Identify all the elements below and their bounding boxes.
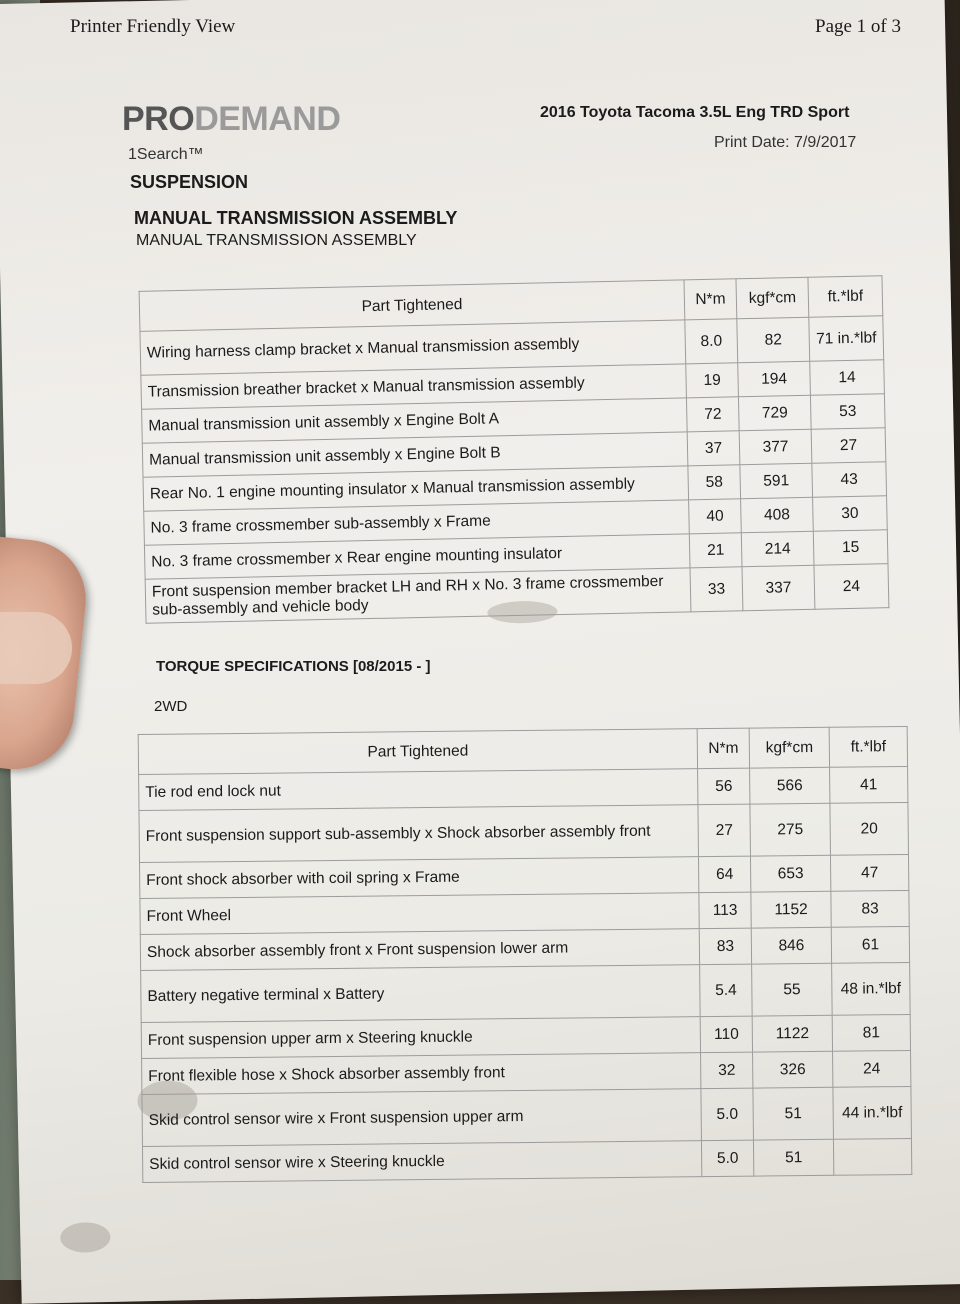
part-cell: Front suspension member bracket LH and RH x No. 3 frame crossmember sub-assembly and vehicle body xyxy=(145,568,691,623)
part-cell: No. 3 frame crossmember x Rear engine mounting insulator xyxy=(144,534,690,579)
value-cell: 64 xyxy=(699,856,751,893)
value-cell: 81 xyxy=(832,1014,910,1051)
value-cell: 19 xyxy=(686,363,739,398)
logo-part2: DEMAND xyxy=(194,100,341,138)
value-cell: 113 xyxy=(699,892,751,929)
column-header: N*m xyxy=(697,728,749,769)
part-cell: Front flexible hose x Shock absorber assembly front xyxy=(142,1053,701,1095)
table-row xyxy=(142,1138,911,1182)
print-view-label: Printer Friendly View xyxy=(70,16,236,37)
value-cell: 110 xyxy=(700,1016,752,1053)
suspension-torque-table xyxy=(138,726,913,1183)
value-cell: 326 xyxy=(753,1051,833,1088)
value-cell: 275 xyxy=(750,803,830,856)
value-cell: 41 xyxy=(830,766,908,803)
part-cell: Manual transmission unit assembly x Engine Bolt B xyxy=(142,432,688,477)
value-cell: 15 xyxy=(813,530,888,566)
part-cell: Skid control sensor wire x Front suspension upper arm xyxy=(142,1089,702,1147)
table-row xyxy=(142,1086,912,1146)
column-header: kgf*cm xyxy=(749,727,829,768)
value-cell: 5.4 xyxy=(700,964,753,1017)
value-cell: 56 xyxy=(698,768,750,805)
value-cell: 24 xyxy=(814,564,889,610)
value-cell: 32 xyxy=(701,1052,753,1089)
part-cell: Front Wheel xyxy=(140,893,699,935)
value-cell: 14 xyxy=(810,360,885,396)
value-cell: 55 xyxy=(752,963,832,1016)
part-cell: Manual transmission unit assembly x Engine Bolt A xyxy=(142,398,688,443)
column-header: Part Tightened xyxy=(138,729,697,775)
value-cell: 194 xyxy=(738,361,811,396)
assembly-title: MANUAL TRANSMISSION ASSEMBLY xyxy=(134,208,458,228)
value-cell xyxy=(833,1138,911,1175)
value-cell: 48 in.*lbf xyxy=(832,962,911,1015)
torque-spec-title: TORQUE SPECIFICATIONS [08/2015 - ] xyxy=(156,658,431,675)
value-cell: 8.0 xyxy=(685,319,738,364)
column-header: kgf*cm xyxy=(736,277,809,318)
column-header: ft.*lbf xyxy=(829,726,907,767)
part-cell: Tie rod end lock nut xyxy=(139,769,698,811)
value-cell: 27 xyxy=(698,804,751,857)
value-cell: 83 xyxy=(699,928,751,965)
part-cell: Battery negative terminal x Battery xyxy=(141,965,701,1023)
value-cell: 37 xyxy=(687,431,740,466)
part-cell: Front suspension support sub-assembly x Shock absorber assembly front xyxy=(139,805,699,863)
value-cell: 61 xyxy=(831,926,909,963)
value-cell: 566 xyxy=(750,767,830,804)
value-cell: 44 in.*lbf xyxy=(833,1086,912,1139)
logo-part1: PRO xyxy=(122,100,195,138)
value-cell: 846 xyxy=(751,927,831,964)
value-cell: 1152 xyxy=(751,891,831,928)
value-cell: 72 xyxy=(687,397,740,432)
value-cell: 82 xyxy=(737,317,810,362)
value-cell: 653 xyxy=(751,855,831,892)
vehicle-title: 2016 Toyota Tacoma 3.5L Eng TRD Sport xyxy=(540,104,850,121)
thumbnail xyxy=(0,612,72,684)
transmission-torque-table xyxy=(139,275,890,624)
part-cell: No. 3 frame crossmember sub-assembly x Frame xyxy=(144,500,690,545)
part-cell: Shock absorber assembly front x Front suspension lower arm xyxy=(140,929,699,971)
section-title: SUSPENSION xyxy=(130,172,249,192)
column-header: Part Tightened xyxy=(139,280,685,331)
part-cell: Front suspension upper arm x Steering knuckle xyxy=(141,1017,700,1059)
value-cell: 71 in.*lbf xyxy=(809,316,884,362)
page-indicator: Page 1 of 3 xyxy=(815,16,902,37)
table-row xyxy=(141,962,911,1022)
drive-type-label: 2WD xyxy=(154,698,188,715)
column-header: N*m xyxy=(684,279,737,320)
table-row xyxy=(139,802,909,862)
part-cell: Skid control sensor wire x Steering knuckle xyxy=(142,1141,701,1183)
dirt-smudge xyxy=(60,1222,111,1253)
value-cell: 83 xyxy=(831,890,909,927)
value-cell: 337 xyxy=(742,565,815,610)
assembly-subtitle: MANUAL TRANSMISSION ASSEMBLY xyxy=(136,232,417,249)
value-cell: 51 xyxy=(753,1087,833,1140)
value-cell: 377 xyxy=(739,429,812,464)
part-cell: Transmission breather bracket x Manual transmission assembly xyxy=(141,364,687,409)
value-cell: 729 xyxy=(738,395,811,430)
value-cell: 408 xyxy=(741,497,814,532)
value-cell: 51 xyxy=(754,1139,834,1176)
value-cell: 30 xyxy=(813,496,888,532)
value-cell: 53 xyxy=(810,394,885,430)
value-cell: 24 xyxy=(833,1050,911,1087)
value-cell: 20 xyxy=(830,802,909,855)
column-header: ft.*lbf xyxy=(808,276,883,318)
value-cell: 591 xyxy=(740,463,813,498)
part-cell: Wiring harness clamp bracket x Manual transmission assembly xyxy=(140,320,686,375)
value-cell: 27 xyxy=(811,428,886,464)
value-cell: 43 xyxy=(812,462,887,498)
value-cell: 21 xyxy=(689,533,742,568)
print-date: Print Date: 7/9/2017 xyxy=(714,134,857,151)
prodemand-logo xyxy=(122,100,340,139)
value-cell: 1122 xyxy=(752,1015,832,1052)
part-cell: Front shock absorber with coil spring x Frame xyxy=(140,857,699,899)
value-cell: 33 xyxy=(690,567,743,612)
value-cell: 5.0 xyxy=(702,1140,754,1177)
value-cell: 5.0 xyxy=(701,1088,754,1141)
value-cell: 58 xyxy=(688,465,741,500)
product-name: 1Search™ xyxy=(128,146,204,163)
value-cell: 47 xyxy=(830,854,908,891)
part-cell: Rear No. 1 engine mounting insulator x Manual transmission assembly xyxy=(143,466,689,511)
value-cell: 40 xyxy=(689,499,742,534)
value-cell: 214 xyxy=(741,531,814,566)
